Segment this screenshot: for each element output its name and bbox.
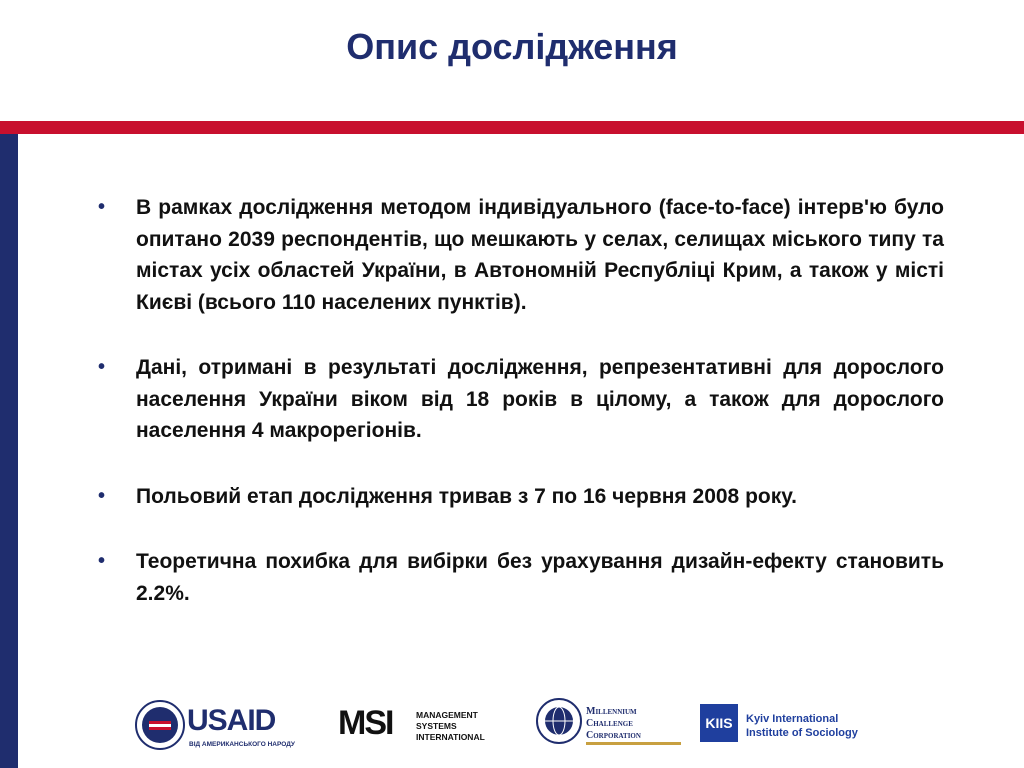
bullet-marker: •: [98, 356, 106, 378]
msi-name: [416, 710, 485, 743]
msi-name-line: SYSTEMS: [416, 721, 457, 731]
sponsor-logos: [0, 690, 1024, 760]
msi-logo: [338, 702, 508, 752]
usaid-subtitle: ВІД АМЕРИКАНСЬКОГО НАРОДУ: [189, 741, 295, 748]
msi-name-line: INTERNATIONAL: [416, 732, 485, 742]
usaid-seal-icon: [135, 700, 185, 750]
bullet-text: Польовий етап дослідження тривав з 7 по 16 червня 2008 року.: [136, 484, 797, 508]
msi-mark: MSI: [338, 704, 393, 742]
kiis-name: [746, 712, 858, 740]
globe-seal-icon: [536, 698, 582, 744]
bullet-item: [96, 192, 944, 318]
mcc-tagline-stripe: [586, 742, 681, 745]
mcc-name-line: Millennium: [586, 706, 637, 717]
left-accent-bar: [0, 134, 18, 768]
msi-name-line: MANAGEMENT: [416, 710, 478, 720]
slide-title: Опис дослідження: [346, 26, 678, 67]
bullet-marker: •: [98, 550, 106, 572]
usaid-logo: [135, 700, 295, 752]
usaid-wordmark: USAID: [187, 704, 276, 737]
mcc-name-line: Corporation: [586, 730, 641, 741]
bullet-marker: •: [98, 196, 106, 218]
bullet-text: Дані, отримані в результаті дослідження, репрезентативні для дорослого населення України віком від 18 років в цілому, а також для дорослого населення 4 макрорегіонів.: [136, 356, 944, 442]
mcc-logo: [536, 698, 686, 754]
bullet-text: Теоретична похибка для вибірки без урахування дизайн-ефекту становить 2.2%.: [136, 550, 944, 605]
header-divider-band: [0, 121, 1024, 134]
bullet-item: [96, 352, 944, 447]
bullet-text: В рамках дослідження методом індивідуального (face-to-face) інтерв'ю було опитано 2039 респондентів, що мешкають у селах, селищах міського типу та містах усіх областей України, в Автономній Республіці Крим, а також у місті Києві (всього 110 населених пунктів).: [136, 196, 944, 314]
bullet-item: [96, 481, 944, 513]
kiis-logo: [700, 704, 880, 744]
bullet-marker: •: [98, 484, 106, 507]
mcc-name: [586, 706, 641, 742]
kiis-name-line: Institute of Sociology: [746, 727, 858, 739]
kiis-mark: KIIS: [700, 704, 738, 742]
bullet-item: [96, 546, 944, 609]
kiis-name-line: Kyiv International: [746, 713, 839, 725]
mcc-name-line: Challenge: [586, 718, 633, 729]
bullet-list: [96, 192, 944, 643]
